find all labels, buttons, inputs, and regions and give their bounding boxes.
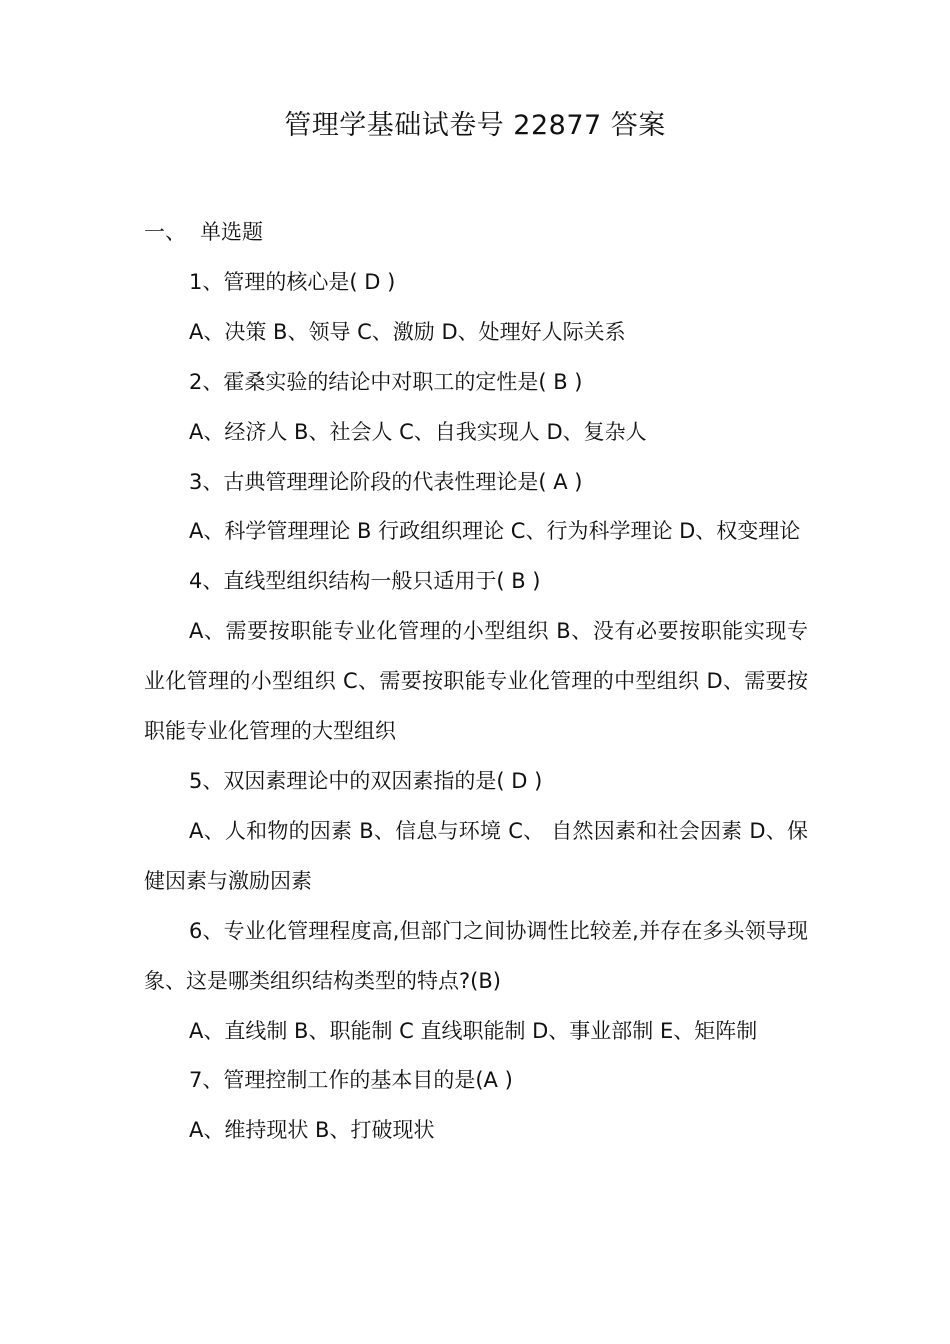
question-1-options: A、决策 B、领导 C、激励 D、处理好人际关系: [189, 319, 626, 344]
question-6: 6、专业化管理程度高,但部门之间协调性比较差,并存在多头领导现象、这是哪类组织结构类型的特点?(B): [144, 918, 808, 993]
question-2-options: A、经济人 B、社会人 C、自我实现人 D、复杂人: [189, 419, 647, 444]
question-5-options: A、人和物的因素 B、信息与环境 C、 自然因素和社会因素 D、保健因素与激励因素: [144, 818, 808, 893]
question-4: 4、直线型组织结构一般只适用于( B ): [189, 569, 541, 594]
question-2: 2、霍桑实验的结论中对职工的定性是( B ): [189, 369, 583, 394]
question-7: 7、管理控制工作的基本目的是(A ): [189, 1068, 513, 1093]
document-title: 管理学基础试卷号 22877 答案: [284, 110, 666, 141]
section-title: 单选题: [200, 220, 263, 244]
question-3: 3、古典管理理论阶段的代表性理论是( A ): [189, 469, 583, 494]
question-6-options: A、直线制 B、职能制 C 直线职能制 D、事业部制 E、矩阵制: [189, 1018, 758, 1043]
question-3-options: A、科学管理理论 B 行政组织理论 C、行为科学理论 D、权变理论: [189, 519, 801, 544]
question-1: 1、管理的核心是( D ): [189, 269, 396, 294]
section-number: 一、: [144, 220, 186, 244]
question-4-options: A、需要按职能专业化管理的小型组织 B、没有必要按职能实现专业化管理的小型组织 C、需要按职能专业化管理的中型组织 D、需要按职能专业化管理的大型组织: [144, 619, 808, 744]
question-5: 5、双因素理论中的双因素指的是( D ): [189, 768, 543, 793]
document-body: [144, 208, 808, 1156]
question-7-options: A、维持现状 B、打破现状: [189, 1118, 435, 1143]
section-heading: [144, 208, 808, 258]
